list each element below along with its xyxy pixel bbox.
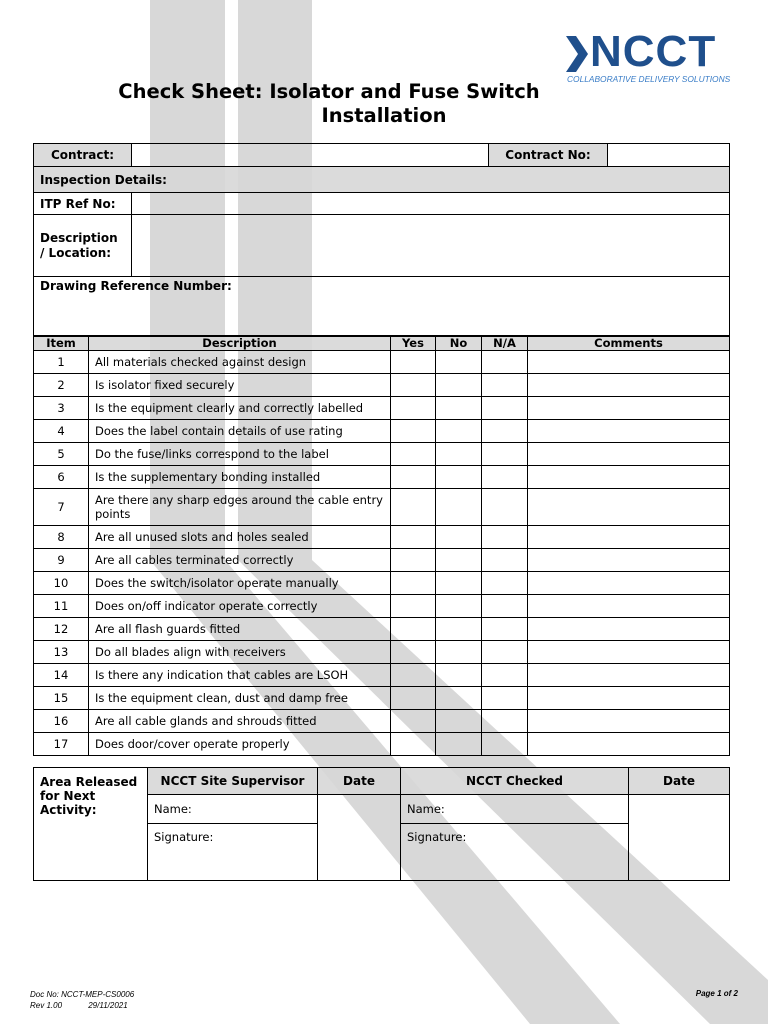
item-yes-checkbox[interactable] — [391, 572, 436, 595]
item-number: 13 — [34, 641, 89, 664]
item-na-checkbox[interactable] — [482, 397, 528, 420]
item-description: Does on/off indicator operate correctly — [89, 595, 391, 618]
item-number: 2 — [34, 374, 89, 397]
item-comments-field[interactable] — [528, 687, 730, 710]
item-comments-field[interactable] — [528, 664, 730, 687]
item-comments-field[interactable] — [528, 489, 730, 526]
item-number: 15 — [34, 687, 89, 710]
checklist-row — [34, 374, 730, 397]
contract-label: Contract: — [34, 144, 132, 167]
ncct-checked-header: NCCT Checked — [401, 768, 629, 795]
item-comments-field[interactable] — [528, 733, 730, 756]
col-no-header: No — [436, 337, 482, 351]
item-yes-checkbox[interactable] — [391, 687, 436, 710]
col-item-header: Item — [34, 337, 89, 351]
checklist-row — [34, 549, 730, 572]
supervisor-date-field[interactable] — [318, 795, 401, 881]
item-description: Is the supplementary bonding installed — [89, 466, 391, 489]
item-no-checkbox[interactable] — [436, 595, 482, 618]
item-na-checkbox[interactable] — [482, 664, 528, 687]
item-description: Does the switch/isolator operate manually — [89, 572, 391, 595]
item-number: 6 — [34, 466, 89, 489]
item-no-checkbox[interactable] — [436, 489, 482, 526]
item-description: Is the equipment clean, dust and damp free — [89, 687, 391, 710]
item-na-checkbox[interactable] — [482, 549, 528, 572]
item-comments-field[interactable] — [528, 526, 730, 549]
checklist-row — [34, 397, 730, 420]
item-comments-field[interactable] — [528, 710, 730, 733]
checklist-row — [34, 351, 730, 374]
item-number: 3 — [34, 397, 89, 420]
item-number: 17 — [34, 733, 89, 756]
item-no-checkbox[interactable] — [436, 549, 482, 572]
item-description: Do all blades align with receivers — [89, 641, 391, 664]
item-na-checkbox[interactable] — [482, 595, 528, 618]
contract-details-table — [33, 143, 730, 336]
item-no-checkbox[interactable] — [436, 443, 482, 466]
chevron-logo-icon — [566, 36, 592, 72]
item-yes-checkbox[interactable] — [391, 420, 436, 443]
page-title — [60, 80, 708, 128]
item-na-checkbox[interactable] — [482, 641, 528, 664]
item-description: Are all cable glands and shrouds fitted — [89, 710, 391, 733]
item-no-checkbox[interactable] — [436, 733, 482, 756]
footer-page-number: Page 1 of 2 — [695, 989, 738, 998]
item-comments-field[interactable] — [528, 595, 730, 618]
checklist-row — [34, 618, 730, 641]
item-description: Are all unused slots and holes sealed — [89, 526, 391, 549]
item-no-checkbox[interactable] — [436, 374, 482, 397]
checklist-body — [34, 351, 730, 756]
checklist-row — [34, 595, 730, 618]
item-yes-checkbox[interactable] — [391, 443, 436, 466]
item-na-checkbox[interactable] — [482, 618, 528, 641]
item-no-checkbox[interactable] — [436, 351, 482, 374]
item-na-checkbox[interactable] — [482, 687, 528, 710]
checklist-row — [34, 466, 730, 489]
contract-field[interactable] — [132, 144, 489, 167]
itp-ref-label: ITP Ref No: — [34, 193, 132, 215]
checklist-row — [34, 526, 730, 549]
supervisor-date-header: Date — [318, 768, 401, 795]
item-description: Are all flash guards fitted — [89, 618, 391, 641]
checklist-row — [34, 687, 730, 710]
footer-doc-no: Doc No: NCCT-MEP-CS0006 — [30, 990, 135, 999]
item-no-checkbox[interactable] — [436, 572, 482, 595]
item-na-checkbox[interactable] — [482, 572, 528, 595]
checklist-table — [33, 336, 730, 756]
checklist-row — [34, 733, 730, 756]
item-number: 7 — [34, 489, 89, 526]
checklist-row — [34, 420, 730, 443]
item-comments-field[interactable] — [528, 549, 730, 572]
item-comments-field[interactable] — [528, 443, 730, 466]
checked-name-field[interactable]: Name: — [401, 795, 629, 824]
checklist-row — [34, 641, 730, 664]
supervisor-signature-field[interactable]: Signature: — [148, 824, 318, 881]
item-description: Is there any indication that cables are LSOH — [89, 664, 391, 687]
item-yes-checkbox[interactable] — [391, 595, 436, 618]
item-yes-checkbox[interactable] — [391, 549, 436, 572]
item-no-checkbox[interactable] — [436, 397, 482, 420]
item-description: Are there any sharp edges around the cable entry points — [89, 489, 391, 526]
item-yes-checkbox[interactable] — [391, 374, 436, 397]
item-number: 14 — [34, 664, 89, 687]
item-description: Do the fuse/links correspond to the label — [89, 443, 391, 466]
item-number: 16 — [34, 710, 89, 733]
item-na-checkbox[interactable] — [482, 374, 528, 397]
description-location-label: Description / Location: — [34, 215, 132, 277]
description-location-field[interactable] — [132, 215, 730, 277]
item-yes-checkbox[interactable] — [391, 618, 436, 641]
item-no-checkbox[interactable] — [436, 664, 482, 687]
item-number: 9 — [34, 549, 89, 572]
checklist-row — [34, 664, 730, 687]
footer-rev: Rev 1.00 — [30, 1001, 63, 1010]
item-yes-checkbox[interactable] — [391, 351, 436, 374]
item-na-checkbox[interactable] — [482, 489, 528, 526]
item-comments-field[interactable] — [528, 420, 730, 443]
item-number: 5 — [34, 443, 89, 466]
item-na-checkbox[interactable] — [482, 443, 528, 466]
item-no-checkbox[interactable] — [436, 420, 482, 443]
item-no-checkbox[interactable] — [436, 641, 482, 664]
item-yes-checkbox[interactable] — [391, 641, 436, 664]
checklist-row — [34, 572, 730, 595]
inspection-details-label: Inspection Details: — [34, 167, 730, 193]
item-comments-field[interactable] — [528, 466, 730, 489]
checklist-row — [34, 710, 730, 733]
item-no-checkbox[interactable] — [436, 466, 482, 489]
item-comments-field[interactable] — [528, 641, 730, 664]
checklist-row — [34, 443, 730, 466]
col-description-header: Description — [89, 337, 391, 351]
item-yes-checkbox[interactable] — [391, 526, 436, 549]
item-comments-field[interactable] — [528, 572, 730, 595]
item-yes-checkbox[interactable] — [391, 489, 436, 526]
item-na-checkbox[interactable] — [482, 526, 528, 549]
drawing-reference-label: Drawing Reference Number: — [34, 277, 730, 336]
item-yes-checkbox[interactable] — [391, 466, 436, 489]
item-description: Are all cables terminated correctly — [89, 549, 391, 572]
supervisor-name-field[interactable]: Name: — [148, 795, 318, 824]
itp-ref-field[interactable] — [132, 193, 730, 215]
item-comments-field[interactable] — [528, 351, 730, 374]
item-number: 4 — [34, 420, 89, 443]
footer-doc-info — [30, 989, 134, 1011]
logo-text: NCCT — [590, 27, 717, 76]
contract-no-field[interactable] — [608, 144, 730, 167]
item-no-checkbox[interactable] — [436, 618, 482, 641]
item-description: All materials checked against design — [89, 351, 391, 374]
title-line-2: Installation — [321, 104, 447, 127]
logo-tagline: COLLABORATIVE DELIVERY SOLUTIONS — [567, 74, 731, 84]
item-comments-field[interactable] — [528, 618, 730, 641]
item-yes-checkbox[interactable] — [391, 397, 436, 420]
col-yes-header: Yes — [391, 337, 436, 351]
contract-no-label: Contract No: — [489, 144, 608, 167]
ncct-logo — [566, 27, 736, 86]
item-na-checkbox[interactable] — [482, 466, 528, 489]
footer-date: 29/11/2021 — [88, 1001, 128, 1010]
item-no-checkbox[interactable] — [436, 526, 482, 549]
item-no-checkbox[interactable] — [436, 710, 482, 733]
item-no-checkbox[interactable] — [436, 687, 482, 710]
title-line-1: Check Sheet: Isolator and Fuse Switch — [118, 80, 540, 103]
item-number: 1 — [34, 351, 89, 374]
item-number: 8 — [34, 526, 89, 549]
checked-date-header: Date — [629, 768, 730, 795]
item-number: 10 — [34, 572, 89, 595]
checklist-row — [34, 489, 730, 526]
item-description: Does door/cover operate properly — [89, 733, 391, 756]
area-released-label: Area Released for Next Activity: — [34, 768, 148, 881]
item-comments-field[interactable] — [528, 374, 730, 397]
item-description: Is isolator fixed securely — [89, 374, 391, 397]
col-comments-header: Comments — [528, 337, 730, 351]
item-na-checkbox[interactable] — [482, 733, 528, 756]
site-supervisor-header: NCCT Site Supervisor — [148, 768, 318, 795]
item-yes-checkbox[interactable] — [391, 710, 436, 733]
item-na-checkbox[interactable] — [482, 351, 528, 374]
checked-date-field[interactable] — [629, 795, 730, 881]
item-comments-field[interactable] — [528, 397, 730, 420]
item-number: 12 — [34, 618, 89, 641]
item-yes-checkbox[interactable] — [391, 733, 436, 756]
item-description: Does the label contain details of use rating — [89, 420, 391, 443]
signoff-table — [33, 767, 730, 881]
col-na-header: N/A — [482, 337, 528, 351]
checked-signature-field[interactable]: Signature: — [401, 824, 629, 881]
item-na-checkbox[interactable] — [482, 710, 528, 733]
item-yes-checkbox[interactable] — [391, 664, 436, 687]
item-number: 11 — [34, 595, 89, 618]
item-description: Is the equipment clearly and correctly labelled — [89, 397, 391, 420]
item-na-checkbox[interactable] — [482, 420, 528, 443]
